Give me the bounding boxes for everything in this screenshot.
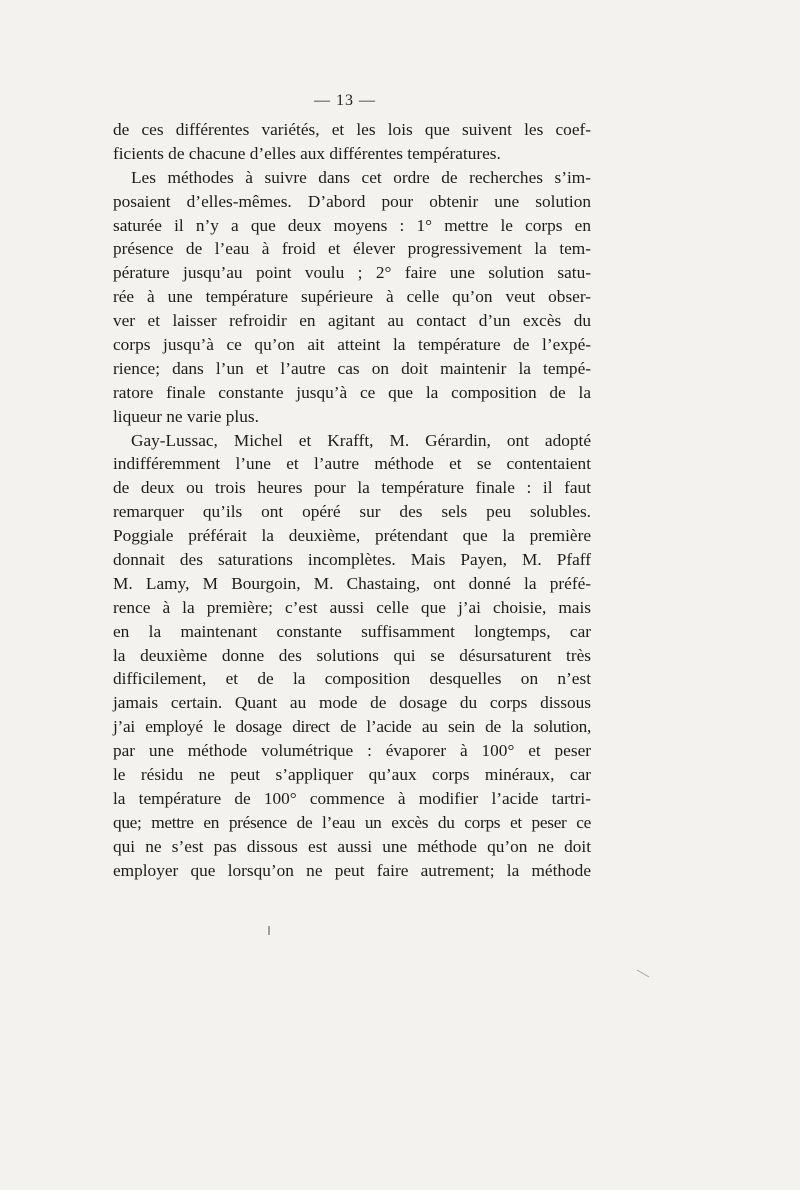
text-line: par une méthode volumétrique : évaporer à 100° et peser [113, 741, 591, 761]
text-line: Poggiale préférait la deuxième, prétendant que la première [113, 526, 591, 546]
text-line: de ces différentes variétés, et les lois que suivent les coef- [113, 120, 591, 139]
text-line: liqueur ne varie plus. [113, 406, 259, 426]
body-text [113, 118, 591, 883]
text-line: la température de 100° commence à modifier l’acide tartri- [113, 788, 591, 808]
text-line: Les méthodes à suivre dans cet ordre de recherches s’im- [131, 167, 591, 187]
text-line: employer que lorsqu’on ne peut faire autrement; la méthode [113, 860, 591, 880]
text-line: de deux ou trois heures pour la température finale : il faut [113, 478, 591, 498]
page-number: — 13 — [314, 92, 376, 109]
text-line: rée à une température supérieure à celle qu’on veut obser- [113, 287, 591, 307]
text-line: Gay-Lussac, Michel et Krafft, M. Gérardin, ont adopté [131, 430, 591, 450]
text-line: indifféremment l’une et l’autre méthode et se contentaient [113, 454, 591, 474]
text-line: remarquer qu’ils ont opéré sur des sels peu solubles. [113, 502, 591, 522]
text-line: donnait des saturations incomplètes. Mais Payen, M. Pfaff [113, 550, 591, 570]
text-line: que; mettre en présence de l’eau un excès du corps et peser ce [113, 812, 591, 832]
text-line: ficients de chacune d’elles aux différentes températures. [113, 143, 501, 163]
ink-speck [637, 970, 650, 978]
text-line: jamais certain. Quant au mode de dosage du corps dissous [113, 693, 591, 713]
text-line: qui ne s’est pas dissous est aussi une méthode qu’on ne doit [113, 836, 591, 856]
text-line: ratore finale constante jusqu’à ce que la composition de la [113, 382, 591, 402]
text-line: ver et laisser refroidir en agitant au contact d’un excès du [113, 311, 591, 331]
text-line: rience; dans l’un et l’autre cas on doit maintenir la tempé- [113, 358, 591, 378]
text-line: en la maintenant constante suffisamment longtemps, car [113, 621, 591, 641]
text-line: posaient d’elles-mêmes. D’abord pour obtenir une solution [113, 191, 591, 211]
text-line: la deuxième donne des solutions qui se désursaturent très [113, 645, 591, 665]
text-line: j’ai employé le dosage direct de l’acide au sein de la solution, [113, 717, 591, 737]
ink-speck [268, 926, 270, 935]
text-line: corps jusqu’à ce qu’on ait atteint la température de l’expé- [113, 335, 591, 355]
text-line: le résidu ne peut s’appliquer qu’aux corps minéraux, car [113, 765, 591, 785]
text-line: M. Lamy, M Bourgoin, M. Chastaing, ont donné la préfé- [113, 573, 591, 593]
text-line: rence à la première; c’est aussi celle que j’ai choisie, mais [113, 597, 591, 617]
text-line: saturée il n’y a que deux moyens : 1° mettre le corps en [113, 215, 591, 235]
text-line: difficilement, et de la composition desquelles on n’est [113, 669, 591, 689]
text-line: présence de l’eau à froid et élever progressivement la tem- [113, 239, 591, 259]
text-line: pérature jusqu’au point voulu ; 2° faire une solution satu- [113, 263, 591, 283]
